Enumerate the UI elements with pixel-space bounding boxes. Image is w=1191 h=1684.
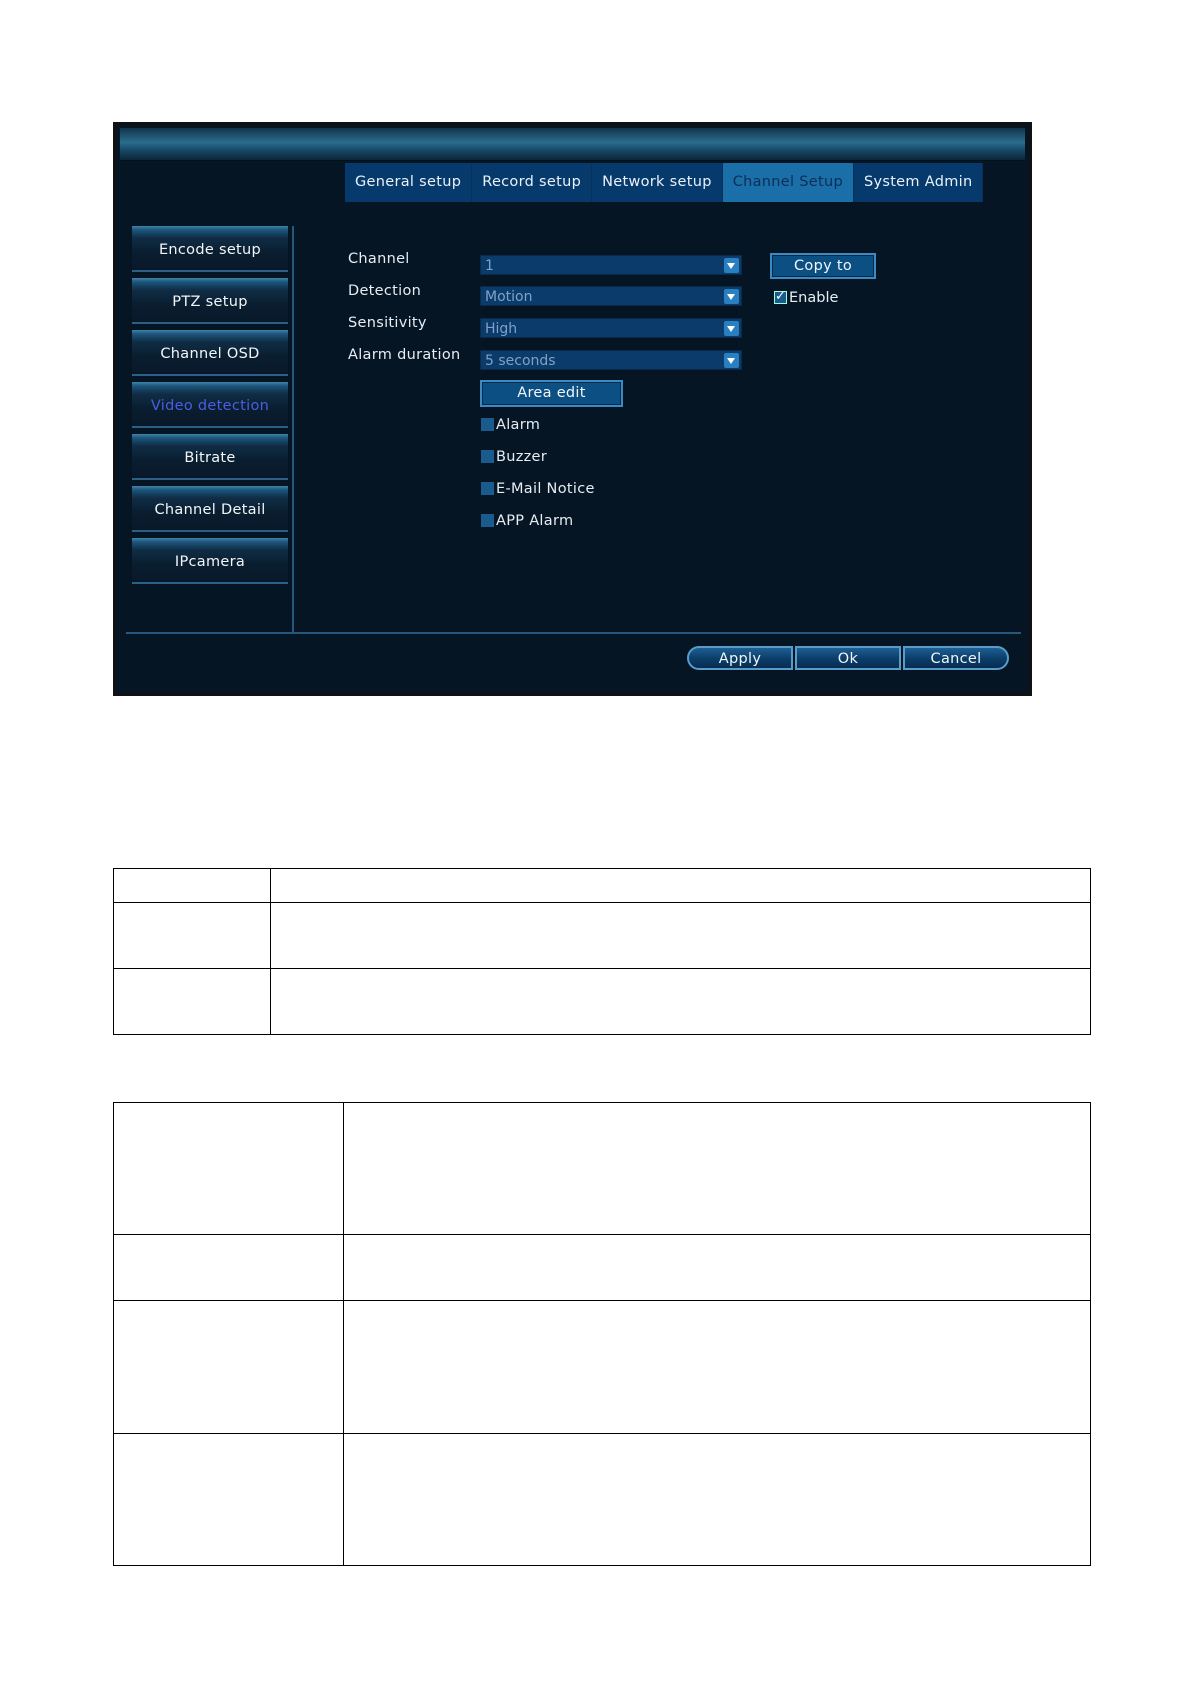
- chevron-down-icon: [724, 353, 739, 368]
- table-cell: [114, 969, 271, 1035]
- table-cell: [114, 869, 271, 903]
- vertical-divider: [292, 226, 294, 633]
- tab-general-setup[interactable]: General setup: [345, 163, 472, 202]
- alarm-checkbox[interactable]: [481, 418, 494, 431]
- dvr-settings-window: [113, 122, 1032, 696]
- table-row: [114, 969, 1091, 1035]
- tab-record-setup[interactable]: Record setup: [472, 163, 592, 202]
- table-cell: [344, 1235, 1091, 1301]
- detection-label: Detection: [348, 283, 422, 299]
- alarm-duration-select[interactable]: [480, 350, 742, 370]
- table-cell: [114, 903, 271, 969]
- top-tabs: [345, 163, 983, 202]
- buzzer-checkbox[interactable]: [481, 450, 494, 463]
- sensitivity-label: Sensitivity: [348, 315, 427, 331]
- table-cell: [271, 869, 1091, 903]
- channel-label: Channel: [348, 251, 410, 267]
- sidebar: [132, 226, 288, 590]
- email-notice-checkbox[interactable]: [481, 482, 494, 495]
- sidebar-item-bitrate[interactable]: Bitrate: [132, 434, 288, 480]
- document-table-2: [113, 1102, 1091, 1566]
- horizontal-divider: [126, 632, 1021, 634]
- sidebar-item-channel-detail[interactable]: Channel Detail: [132, 486, 288, 532]
- sidebar-item-encode-setup[interactable]: Encode setup: [132, 226, 288, 272]
- chevron-down-icon: [724, 258, 739, 273]
- alarm-label: Alarm: [496, 417, 541, 433]
- table-cell: [344, 1103, 1091, 1235]
- table-row: [114, 869, 1091, 903]
- cancel-button[interactable]: Cancel: [903, 646, 1009, 670]
- tab-network-setup[interactable]: Network setup: [592, 163, 723, 202]
- table-row: [114, 903, 1091, 969]
- table-row: [114, 1235, 1091, 1301]
- sidebar-item-ipcamera[interactable]: IPcamera: [132, 538, 288, 584]
- enable-checkbox[interactable]: [774, 291, 787, 304]
- buzzer-checkbox-row[interactable]: [481, 449, 547, 467]
- alarm-duration-select-value: 5 seconds: [485, 353, 556, 369]
- table-cell: [114, 1103, 344, 1235]
- email-notice-checkbox-row[interactable]: [481, 481, 595, 499]
- sidebar-item-video-detection[interactable]: Video detection: [132, 382, 288, 428]
- buzzer-label: Buzzer: [496, 449, 548, 465]
- bottom-button-bar: [687, 646, 1009, 670]
- table-row: [114, 1103, 1091, 1235]
- enable-checkbox-row[interactable]: [774, 290, 838, 306]
- chevron-down-icon: [724, 289, 739, 304]
- enable-label: Enable: [789, 290, 839, 306]
- table-row: [114, 1301, 1091, 1434]
- table-cell: [114, 1434, 344, 1566]
- tab-channel-setup[interactable]: Channel Setup: [723, 163, 854, 202]
- email-notice-label: E-Mail Notice: [496, 481, 595, 497]
- tab-system-admin[interactable]: System Admin: [854, 163, 984, 202]
- table-row: [114, 1434, 1091, 1566]
- sensitivity-select-value: High: [485, 321, 518, 337]
- apply-button[interactable]: Apply: [687, 646, 793, 670]
- app-alarm-label: APP Alarm: [496, 513, 574, 529]
- document-table-1: [113, 868, 1091, 1035]
- table-cell: [344, 1301, 1091, 1434]
- table-cell: [114, 1301, 344, 1434]
- detection-select-value: Motion: [485, 289, 533, 305]
- alarm-duration-label: Alarm duration: [348, 347, 461, 363]
- sensitivity-select[interactable]: [480, 318, 742, 338]
- app-alarm-checkbox-row[interactable]: [481, 513, 573, 531]
- channel-select-value: 1: [485, 258, 494, 274]
- table-cell: [271, 969, 1091, 1035]
- detection-select[interactable]: [480, 286, 742, 306]
- channel-select[interactable]: [480, 255, 742, 275]
- copy-to-button[interactable]: Copy to: [770, 253, 876, 279]
- sidebar-item-channel-osd[interactable]: Channel OSD: [132, 330, 288, 376]
- table-cell: [344, 1434, 1091, 1566]
- alarm-checkbox-row[interactable]: [481, 417, 540, 435]
- sidebar-item-ptz-setup[interactable]: PTZ setup: [132, 278, 288, 324]
- title-bar: [120, 128, 1025, 161]
- table-cell: [271, 903, 1091, 969]
- table-cell: [114, 1235, 344, 1301]
- area-edit-button[interactable]: Area edit: [480, 380, 623, 407]
- ok-button[interactable]: Ok: [795, 646, 901, 670]
- app-alarm-checkbox[interactable]: [481, 514, 494, 527]
- chevron-down-icon: [724, 321, 739, 336]
